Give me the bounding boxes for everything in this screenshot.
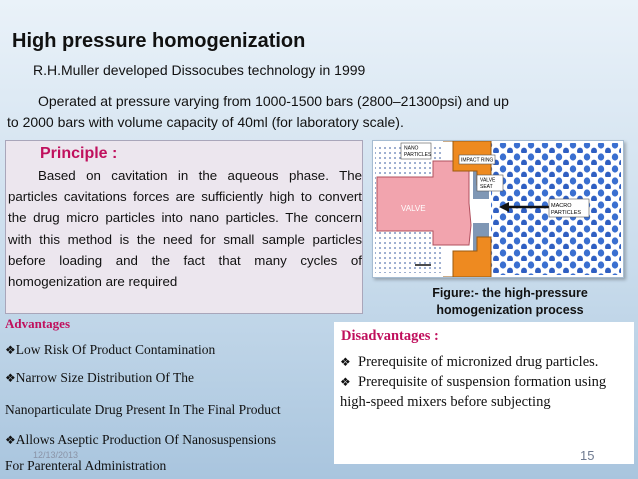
homogenizer-diagram <box>373 141 623 277</box>
principle-text <box>8 165 362 292</box>
principle-heading: Principle : <box>40 145 118 162</box>
principle-text-lead: Based on cavitation in the aqueous phase. <box>38 168 329 183</box>
diamond-bullet-icon: ❖ <box>5 343 16 357</box>
principle-box <box>5 140 363 314</box>
figure-caption: Figure:- the high-pressure homogenization process <box>432 286 588 317</box>
macro-label-1: MACRO <box>551 203 572 209</box>
valve-seat-label-2: SEAT <box>480 184 493 190</box>
diamond-bullet-icon: ❖ <box>5 371 16 385</box>
advantage-item: ❖Low Risk Of Product Contamination <box>5 342 216 357</box>
diamond-bullet-icon: ❖ <box>340 375 351 389</box>
disadvantages-heading: Disadvantages : <box>341 328 439 344</box>
page-number: 15 <box>580 448 595 463</box>
principle-text-rest: The particles cavitations forces are sufficiently high to convert the drug micro particles into nano particles. The concern with this method is the need for small sample particles before loading and the fact that many cycles of homogenization are required <box>8 168 362 290</box>
disadvantage-item: Prerequisite of suspension formation using high-speed mixers before subjecting <box>340 374 607 410</box>
diamond-bullet-icon: ❖ <box>5 433 16 447</box>
advantage-item: ❖Allows Aseptic Production Of Nanosuspensions <box>5 432 277 447</box>
disadvantage-item: Prerequisite of micronized drug particles. <box>358 354 599 370</box>
slide-date: 12/13/2013 <box>33 450 79 460</box>
author-line: R.H.Muller developed Dissocubes technology in 1999 <box>33 62 366 78</box>
valve-seat-label-1: VALVE <box>480 177 496 184</box>
homogenizer-figure <box>372 140 624 278</box>
advantages-heading: Advantages <box>5 316 71 331</box>
operation-line-2: to 2000 bars with volume capacity of 40ml (for laboratory scale). <box>7 114 404 130</box>
diamond-bullet-icon: ❖ <box>340 355 351 369</box>
valve-label: VALVE <box>401 204 426 213</box>
operation-line-1: Operated at pressure varying from 1000-1500 bars (2800–21300psi) and up <box>38 93 509 109</box>
macro-label-2: PARTICLES <box>551 210 582 216</box>
impact-ring-label: IMPACT RING <box>461 157 494 164</box>
advantage-item: ❖Narrow Size Distribution Of The <box>5 370 194 385</box>
advantage-item: For Parenteral Administration <box>5 458 167 473</box>
slide-title: High pressure homogenization <box>12 30 306 52</box>
disadvantages-box <box>334 322 634 464</box>
nano-label-2: PARTICLES <box>404 152 432 158</box>
disadvantages-text <box>340 352 632 412</box>
nano-label-1: NANO <box>404 145 419 152</box>
advantage-item: Nanoparticulate Drug Present In The Final Product <box>5 402 281 417</box>
